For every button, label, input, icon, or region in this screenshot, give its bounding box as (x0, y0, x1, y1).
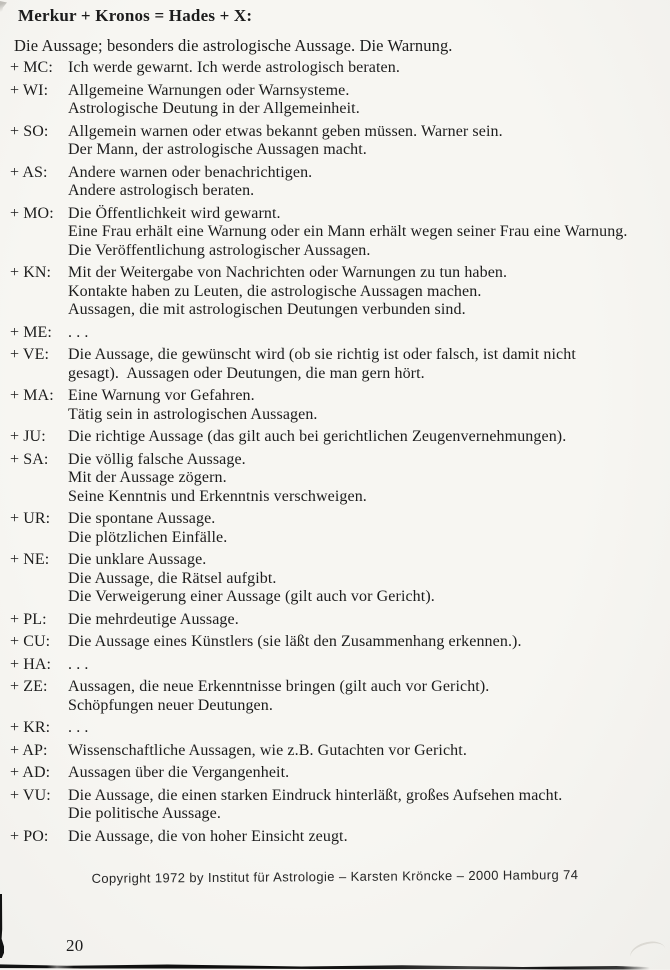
entry-line: Andere astrologisch beraten. (68, 182, 255, 199)
entry-lines (68, 678, 666, 715)
entry-row (10, 451, 666, 507)
entry-label: + KR: (10, 719, 51, 736)
entry-line: Die unklare Aussage. (68, 551, 207, 568)
entry-row (10, 205, 666, 261)
entry-line: Mit der Aussage zögern. (68, 469, 227, 486)
entry-row (10, 828, 666, 847)
entry-line: Die Öffentlichkeit wird gewarnt. (68, 204, 281, 222)
page-title: Merkur + Kronos = Hades + X: (18, 6, 253, 25)
entry-lines (68, 633, 666, 652)
entry-row (10, 742, 666, 761)
entry-line: Die völlig falsche Aussage. (68, 450, 246, 468)
entry-lines (68, 164, 666, 201)
entry-lines (68, 324, 666, 343)
entry-line: Tätig sein in astrologischen Aussagen. (68, 405, 318, 423)
entry-line: . . . (68, 655, 89, 673)
entry-lines (68, 611, 666, 630)
entry-line: Die Aussage, die gewünscht wird (ob sie richtig ist oder falsch, ist damit nicht (68, 346, 576, 363)
entry-row (10, 510, 666, 547)
entry-line: Astrologische Deutung in der Allgemeinheit. (68, 100, 360, 117)
entry-lines (68, 264, 666, 320)
entry-label: + CU: (10, 633, 51, 650)
entry-label: + SO: (10, 122, 49, 140)
entry-line: . . . (68, 719, 89, 736)
entry-lines (68, 656, 666, 675)
entry-row (10, 764, 666, 783)
entry-lines (68, 510, 666, 547)
entry-line: Aussagen, die mit astrologischen Deutungen verbunden sind. (68, 301, 466, 318)
entry-label: + UR: (10, 510, 51, 527)
entry-label: + AD: (10, 764, 51, 781)
entry-label: + WI: (10, 81, 49, 99)
entry-label: + HA: (10, 655, 52, 673)
entry-label: + PO: (10, 827, 49, 845)
entry-line: Die Aussage, die einen starken Eindruck hinterläßt, großes Aufsehen macht. (68, 786, 563, 804)
entry-row (10, 164, 666, 201)
entry-line: gesagt). Aussagen oder Deutungen, die man gern hört. (68, 364, 425, 382)
entry-lines (68, 205, 666, 261)
entry-row (10, 264, 666, 320)
entry-line: Andere warnen oder benachrichtigen. (68, 163, 313, 181)
entry-row (10, 611, 666, 630)
entry-label: + AP: (10, 741, 48, 759)
entry-row (10, 428, 666, 447)
entry-line: Aussagen, die neue Erkenntnisse bringen (gilt auch vor Gericht). (68, 678, 490, 695)
entry-label: + MA: (10, 387, 54, 404)
scan-artifact-left-edge-bar (0, 894, 4, 958)
entry-row (10, 387, 666, 424)
entry-row (10, 633, 666, 652)
entry-lines (68, 719, 666, 738)
entry-line: Aussagen über die Vergangenheit. (68, 764, 290, 781)
entry-line: Die plötzlichen Einfälle. (68, 528, 228, 546)
entry-row (10, 123, 666, 160)
entry-row (10, 59, 666, 78)
entry-label: + VU: (10, 786, 51, 804)
entry-line: Die spontane Aussage. (68, 510, 216, 527)
entry-lines (68, 346, 666, 383)
entry-lines (68, 742, 666, 761)
page-number: 20 (66, 936, 84, 955)
entry-label: + NE: (10, 551, 50, 568)
entry-row (10, 719, 666, 738)
entry-lines (68, 82, 666, 119)
entry-line: Ich werde gewarnt. Ich werde astrologisch beraten. (68, 59, 400, 76)
entry-line: Eine Warnung vor Gefahren. (68, 387, 255, 404)
entry-line: Wissenschaftliche Aussagen, wie z.B. Gutachten vor Gericht. (68, 741, 467, 759)
copyright-footer: Copyright 1972 by Institut für Astrologie – Karsten Kröncke – 2000 Hamburg 74 (91, 867, 579, 886)
entry-line: Die Aussage eines Künstlers (sie läßt den Zusammenhang erkennen.). (68, 633, 522, 650)
entry-line: Eine Frau erhält eine Warnung oder ein Mann erhält wegen seiner Frau eine Warnung. (68, 223, 628, 240)
entry-lines (68, 387, 666, 424)
entry-row (10, 346, 666, 383)
entry-line: Die mehrdeutige Aussage. (68, 610, 239, 628)
entry-label: + ME: (10, 323, 52, 341)
entry-lines (68, 551, 666, 607)
entry-lines (68, 428, 666, 447)
entry-lines (68, 59, 666, 78)
entry-line: Mit der Weitergabe von Nachrichten oder Warnungen zu tun haben. (68, 264, 508, 281)
entry-line: . . . (68, 323, 89, 341)
entry-line: Seine Kenntnis und Erkenntnis verschweigen. (68, 487, 367, 505)
entry-line: Die Aussage, die Rätsel aufgibt. (68, 569, 277, 587)
entry-list (10, 59, 666, 850)
entry-lines (68, 123, 666, 160)
entry-row (10, 551, 666, 607)
entry-line: Die Veröffentlichung astrologischer Aussagen. (68, 241, 371, 259)
entry-lines (68, 787, 666, 824)
entry-line: Der Mann, der astrologische Aussagen macht. (68, 141, 367, 158)
scan-artifact-right-smudge (627, 937, 668, 969)
entry-line: Kontakte haben zu Leuten, die astrologische Aussagen machen. (68, 282, 482, 300)
entry-label: + ZE: (10, 678, 48, 695)
entry-label: + AS: (10, 163, 48, 181)
entry-lines (68, 828, 666, 847)
entry-line: Die Verweigerung einer Aussage (gilt auch vor Gericht). (68, 588, 435, 605)
entry-label: + PL: (10, 610, 47, 628)
entry-line: Schöpfungen neuer Deutungen. (68, 696, 273, 714)
entry-line: Allgemein warnen oder etwas bekannt geben müssen. Warner sein. (68, 122, 503, 140)
entry-line: Allgemeine Warnungen oder Warnsysteme. (68, 81, 350, 99)
entry-line: Die Aussage, die von hoher Einsicht zeugt. (68, 827, 348, 845)
entry-row (10, 656, 666, 675)
entry-label: + MC: (10, 59, 53, 76)
entry-label: + VE: (10, 346, 50, 363)
scan-artifact-corner-mark (0, 1, 7, 16)
intro-text: Die Aussage; besonders die astrologische Aussage. Die Warnung. (14, 36, 453, 55)
entry-label: + JU: (10, 428, 46, 445)
entry-label: + KN: (10, 264, 52, 281)
entry-row (10, 82, 666, 119)
entry-lines (68, 764, 666, 783)
entry-line: Die politische Aussage. (68, 805, 221, 822)
entry-label: + SA: (10, 450, 49, 468)
entry-line: Die richtige Aussage (das gilt auch bei gerichtlichen Zeugenvernehmungen). (68, 428, 567, 445)
entry-label: + MO: (10, 204, 54, 222)
entry-row (10, 324, 666, 343)
entry-row (10, 678, 666, 715)
entry-row (10, 787, 666, 824)
entry-lines (68, 451, 666, 507)
